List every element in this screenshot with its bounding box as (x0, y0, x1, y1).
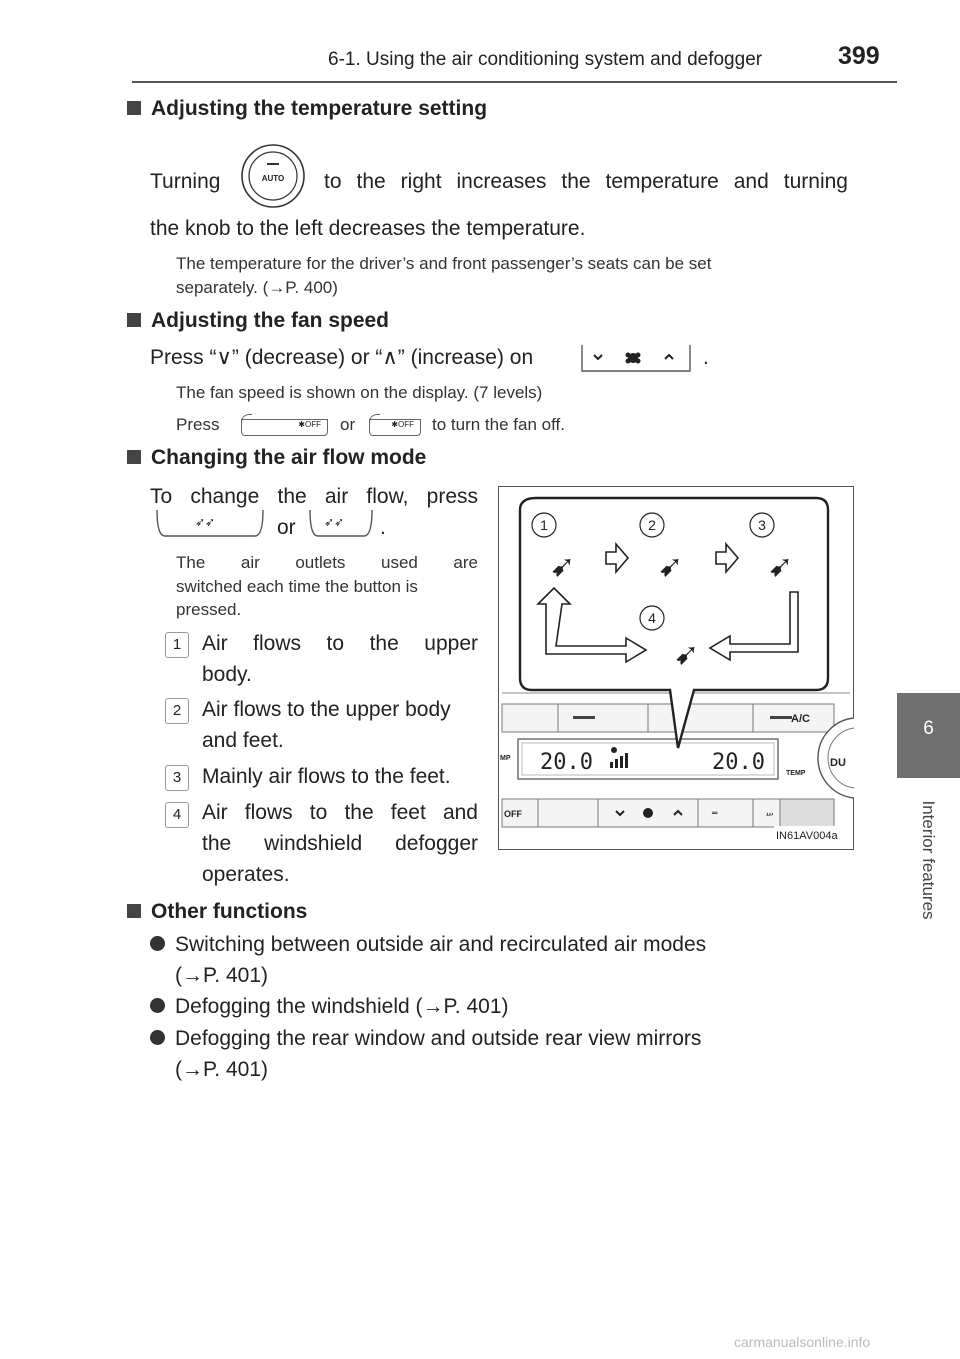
watermark: carmanualsonline.info (734, 1334, 871, 1350)
fan-note2-post: to turn the fan off. (432, 415, 565, 434)
svg-text:20.0: 20.0 (540, 750, 593, 775)
svg-text:3: 3 (758, 517, 766, 533)
chapter-title: Interior features (919, 800, 938, 920)
temperature-line1-pre: Turning (150, 170, 221, 193)
item-number-3: 3 (165, 765, 189, 791)
bullet-dot-icon (150, 1030, 165, 1045)
item-2-line2: and feet. (202, 729, 284, 752)
bullet-dot-icon (150, 936, 165, 951)
temperature-note1: The temperature for the driver’s and front passenger’s seats can be set (176, 254, 712, 273)
airflow-mode-button-icon (155, 508, 265, 538)
svg-text:20.0: 20.0 (712, 750, 765, 775)
svg-text:1: 1 (540, 517, 548, 533)
svg-text:A/C: A/C (791, 713, 810, 725)
svg-text:➹: ➹ (658, 549, 684, 584)
temperature-line1-post: to the right increases the temperature and turning (324, 170, 848, 193)
airflow-line2-post: . (380, 516, 386, 539)
airflow-note3: pressed. (176, 600, 242, 619)
svg-text:OFF: OFF (504, 809, 522, 819)
item-number-2: 2 (165, 698, 189, 724)
svg-text:═: ═ (712, 809, 718, 819)
airflow-line1: To change the air flow, press (150, 485, 478, 508)
item-4-line3: operates. (202, 863, 290, 886)
item-number-1: 1 (165, 632, 189, 658)
other-bullet-3: Defogging the rear window and outside rear view mirrors (150, 1023, 701, 1054)
square-bullet-icon (127, 450, 141, 464)
svg-text:TEMP: TEMP (786, 770, 806, 777)
bullet-dot-icon (150, 998, 165, 1013)
header-rule (132, 81, 897, 83)
airflow-heading: Changing the air flow mode (127, 446, 426, 470)
fan-off-button-icon: ✱OFF (241, 419, 328, 436)
item-1-line2: body. (202, 663, 252, 686)
svg-text:➹: ➹ (550, 549, 576, 584)
item-4-line2: the windshield defogger (202, 832, 478, 855)
airflow-line2-mid: or (277, 516, 296, 539)
airflow-note2: switched each time the button is (176, 577, 418, 596)
item-number-4: 4 (165, 802, 189, 828)
other-bullet-1: Switching between outside air and recirculated air modes (150, 929, 706, 960)
item-3-line1: Mainly air flows to the feet. (202, 765, 451, 788)
fan-line: Press “∨” (decrease) or “∧” (increase) on (150, 346, 534, 369)
airflow-note1: The air outlets used are (176, 553, 478, 572)
svg-text:➶➶: ➶➶ (195, 515, 216, 529)
temperature-note2: separately. (→P. 400) (176, 278, 338, 297)
fan-note2-pre: Press (176, 415, 220, 434)
other-bullet-1-line2: (→P. 401) (175, 964, 268, 987)
air-flow-mode-figure (498, 486, 854, 850)
item-1-line1: Air flows to the upper (202, 632, 478, 655)
page-number: 399 (838, 42, 880, 70)
svg-text:➹: ➹ (674, 637, 700, 672)
svg-text:IN61AV004a: IN61AV004a (776, 830, 838, 842)
airflow-mode-button-icon (308, 508, 374, 538)
svg-text:DU: DU (830, 757, 846, 769)
svg-text:2: 2 (648, 517, 656, 533)
other-bullet-2: Defogging the windshield (→P. 401) (150, 991, 509, 1022)
auto-knob-icon (240, 143, 306, 209)
square-bullet-icon (127, 904, 141, 918)
fan-note2-mid: or (340, 415, 356, 434)
fan-note1: The fan speed is shown on the display. (7 levels) (176, 383, 543, 402)
item-2-line1: Air flows to the upper body (202, 698, 451, 721)
fan-heading: Adjusting the fan speed (127, 309, 389, 333)
section-title: 6-1. Using the air conditioning system and defogger (328, 49, 763, 70)
chapter-number: 6 (923, 718, 934, 739)
svg-text:ሠ: ሠ (766, 810, 774, 820)
fan-speed-button-icon (580, 343, 692, 373)
item-4-line1: Air flows to the feet and (202, 801, 478, 824)
fan-line-end: . (703, 346, 709, 369)
other-heading: Other functions (127, 900, 307, 924)
svg-text:4: 4 (648, 610, 656, 626)
fan-off-button-icon: ✱OFF (369, 419, 421, 436)
square-bullet-icon (127, 313, 141, 327)
other-bullet-3-line2: (→P. 401) (175, 1058, 268, 1081)
svg-text:➹: ➹ (768, 549, 794, 584)
svg-text:➶➶: ➶➶ (324, 515, 345, 529)
square-bullet-icon (127, 101, 141, 115)
temperature-line2: the knob to the left decreases the temperature. (150, 217, 586, 240)
svg-text:MP: MP (500, 755, 511, 762)
svg-text:AUTO: AUTO (261, 174, 285, 183)
temperature-heading: Adjusting the temperature setting (127, 97, 487, 121)
